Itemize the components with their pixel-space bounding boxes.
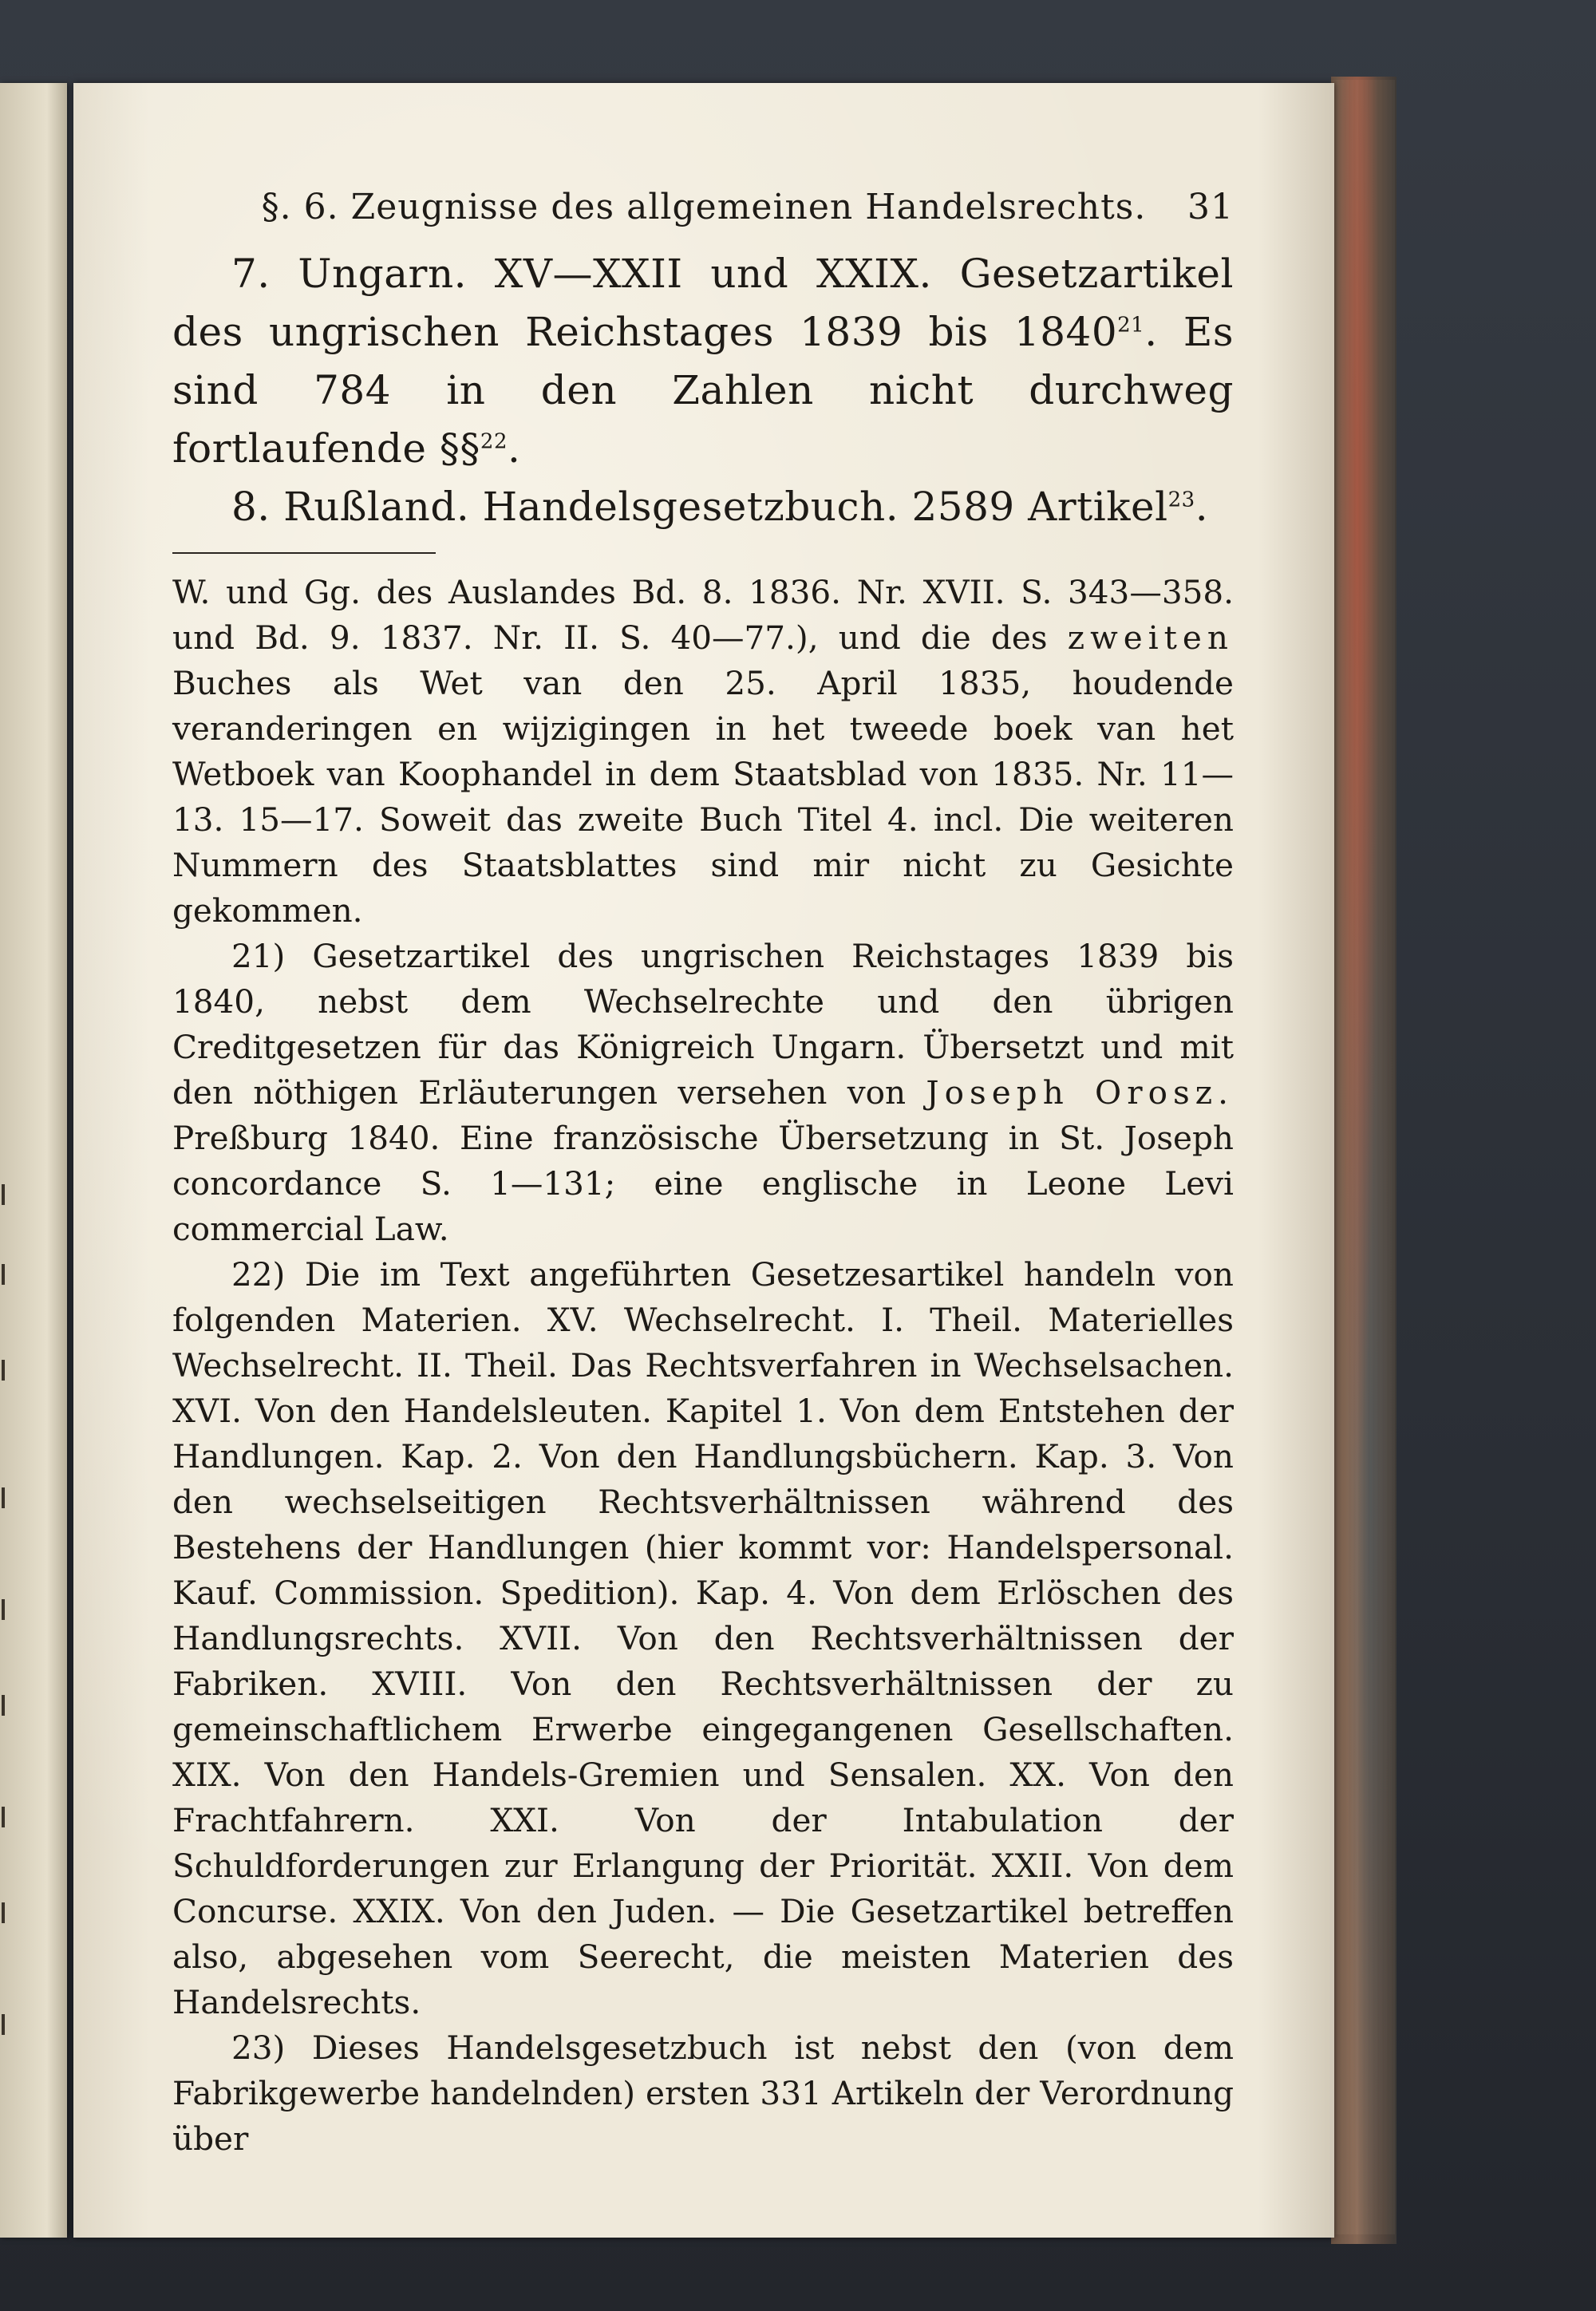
footnote-ref-21: 21 (1117, 313, 1145, 338)
page-number: 31 (1187, 187, 1234, 227)
text-run: 21) Gesetzartikel des ungrischen Reichstages 1839 bis 1840, nebst dem Wechselrechte und den übrigen Creditgesetzen für das Königreich Ungarn. Übersetzt und mit den nöthigen Erläuterungen versehen von (172, 937, 1234, 1112)
header-title (172, 187, 1187, 227)
main-text (172, 245, 1234, 536)
paragraph-russland (172, 478, 1234, 536)
footnote-22: 22) Die im Text angeführten Gesetzesartikel handeln von folgenden Materien. XV. Wechselrecht. I. Theil. Materielles Wechselrecht. II. Theil. Das Rechtsverfahren in Wechselsachen. XVI. Von den Handelsleuten. Kapitel 1. Von dem Entstehen der Handlungen. Kap. 2. Von den Handlungsbüchern. Kap. 3. Von den wechselseitigen Rechtsverhältnissen während des Bestehens der Handlungen (hier kommt vor: Handelspersonal. Kauf. Commission. Spedition). Kap. 4. Von dem Erlöschen des Handlungsrechts. XVII. Von den Rechtsverhältnissen der Fabriken. XVIII. Von den Rechtsverhältnissen der zu gemeinschaftlichem Erwerbe eingegangenen Gesellschaften. XIX. Von den Handels-Gremien und Sensalen. XX. Von den Frachtfahrern. XXI. Von der Intabulation der Schuldforderungen zur Erlangung der Priorität. XXII. Von dem Concurse. XXIX. Von den Juden. — Die Gesetzartikel betreffen also, abgesehen vom Seerecht, die meisten Materien des Handelsrechts. (172, 1255, 1234, 2021)
page-content (172, 187, 1234, 2162)
text-run: Buches als Wet van den 25. April 1835, houdende veranderingen en wijzigingen in het tweede boek van het Wetboek van Koophandel in dem Staatsblad von 1835. Nr. 11—13. 15—17. Soweit das zweite Buch Titel 4. incl. Die weiteren Nummern des Staatsblattes sind mir nicht zu Gesichte gekommen. (172, 664, 1234, 930)
footnote-ref-22: 22 (480, 429, 508, 454)
footnote-23: 23) Dieses Handelsgesetzbuch ist nebst den (von dem Fabrikgewerbe handelnden) ersten 331 Artikeln der Verordnung über (172, 2029, 1234, 2158)
footnotes (172, 570, 1234, 2162)
text-run: Preßburg 1840. Eine französische Übersetzung in St. Joseph concordance S. 1—131; eine englische in Leone Levi commercial Law. (172, 1119, 1234, 1248)
section-number: §. 6. (261, 187, 339, 227)
text-run: . Es sind 784 in den Zahlen nicht durchweg fortlaufende §§ (172, 309, 1234, 472)
book-page (73, 83, 1334, 2238)
section-title: Zeugnisse des allgemeinen Handelsrechts. (350, 187, 1147, 227)
author-name: Joseph Orosz. (926, 1073, 1234, 1112)
text-run: W. und Gg. des Auslandes Bd. 8. 1836. Nr. XVII. S. 343—358. und Bd. 9. 1837. Nr. II. S. 40—77.), und die des (172, 573, 1234, 657)
previous-page-edge (0, 83, 67, 2238)
footnote-21 (172, 934, 1234, 1252)
emphasized-word: zweiten (1067, 618, 1234, 657)
paragraph-ungarn (172, 245, 1234, 478)
book-cover-edge (1331, 77, 1396, 2244)
previous-page-text-fragments (2, 1184, 10, 2062)
text-run: 7. Ungarn. XV—XXII und XXIX. Gesetzartikel des ungrischen Reichstages 1839 bis 1840 (172, 251, 1234, 355)
footnote-separator (172, 552, 436, 554)
text-run: . (508, 425, 521, 472)
footnote-continuation (172, 570, 1234, 934)
footnote-ref-23: 23 (1167, 488, 1195, 512)
running-header (172, 187, 1234, 227)
text-run: . (1195, 484, 1209, 530)
text-run: 8. Rußland. Handelsgesetzbuch. 2589 Artikel (231, 484, 1168, 530)
